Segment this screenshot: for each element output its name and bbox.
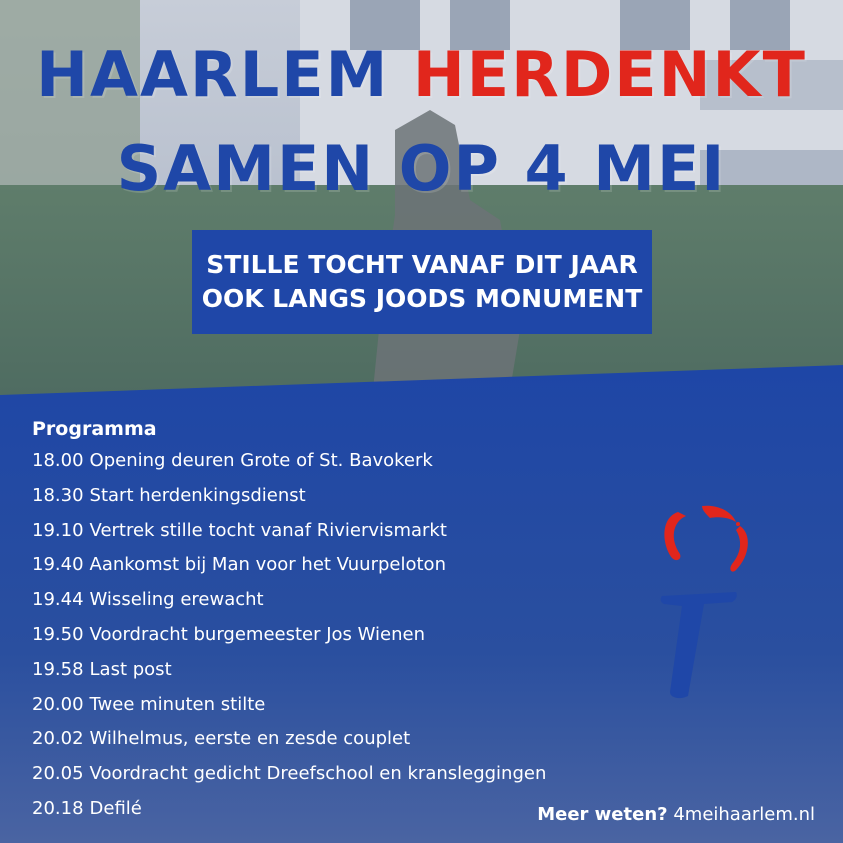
program-item-time: 19.50 — [32, 623, 84, 645]
title-herdenkt: HERDENKT — [412, 38, 807, 111]
program-item-text: Wisseling erewacht — [89, 589, 264, 611]
program-item-text: Last post — [89, 658, 172, 680]
program-heading: Programma — [32, 418, 157, 440]
program-item-text: Wilhelmus, eerste en zesde couplet — [89, 728, 411, 750]
program-item-time: 18.30 — [32, 484, 84, 506]
program-item — [32, 548, 652, 583]
title-haarlem: HAARLEM — [36, 38, 390, 111]
program-list — [32, 444, 652, 827]
program-item-time: 20.00 — [32, 693, 84, 715]
program-item-text: Start herdenkingsdienst — [89, 484, 306, 506]
program-item-text: Vertrek stille tocht vanaf Riviervismarkt — [89, 519, 447, 541]
program-item-time: 19.44 — [32, 589, 84, 611]
program-item-text: Opening deuren Grote of St. Bavokerk — [89, 450, 433, 471]
program-item-time: 19.58 — [32, 658, 84, 680]
more-info-link[interactable]: 4meihaarlem.nl — [673, 804, 815, 825]
program — [32, 414, 652, 827]
program-item-time: 18.00 — [32, 450, 84, 471]
program-item — [32, 757, 652, 792]
program-item — [32, 514, 652, 549]
subtitle-line-2: OOK LANGS JOODS MONUMENT — [201, 284, 643, 313]
more-info — [537, 804, 815, 825]
subtitle-line-1: STILLE TOCHT VANAF DIT JAAR — [206, 250, 638, 279]
program-item — [32, 479, 652, 514]
program-item-text: Aankomst bij Man voor het Vuurpeloton — [89, 554, 446, 576]
program-item — [32, 688, 652, 723]
program-item-time: 19.40 — [32, 554, 84, 576]
program-item — [32, 722, 652, 757]
program-item — [32, 653, 652, 688]
program-item-time: 19.10 — [32, 519, 84, 541]
torch-flame-logo-icon — [640, 500, 760, 710]
title-line-2: SAMEN OP 4 MEI — [116, 132, 727, 205]
title-line-1 — [0, 38, 843, 111]
program-item-time: 20.02 — [32, 728, 84, 750]
more-info-label: Meer weten? — [537, 804, 668, 825]
program-item-time: 20.18 — [32, 797, 84, 819]
program-item — [32, 444, 652, 479]
program-item-time: 20.05 — [32, 763, 84, 785]
program-item-text: Voordracht burgemeester Jos Wienen — [89, 623, 426, 645]
program-item-text: Twee minuten stilte — [89, 693, 266, 715]
subtitle-box — [192, 230, 652, 334]
program-item — [32, 583, 652, 618]
program-item-text: Defilé — [89, 797, 142, 819]
program-item — [32, 618, 652, 653]
program-item-text: Voordracht gedicht Dreefschool en kransleggingen — [89, 763, 547, 785]
